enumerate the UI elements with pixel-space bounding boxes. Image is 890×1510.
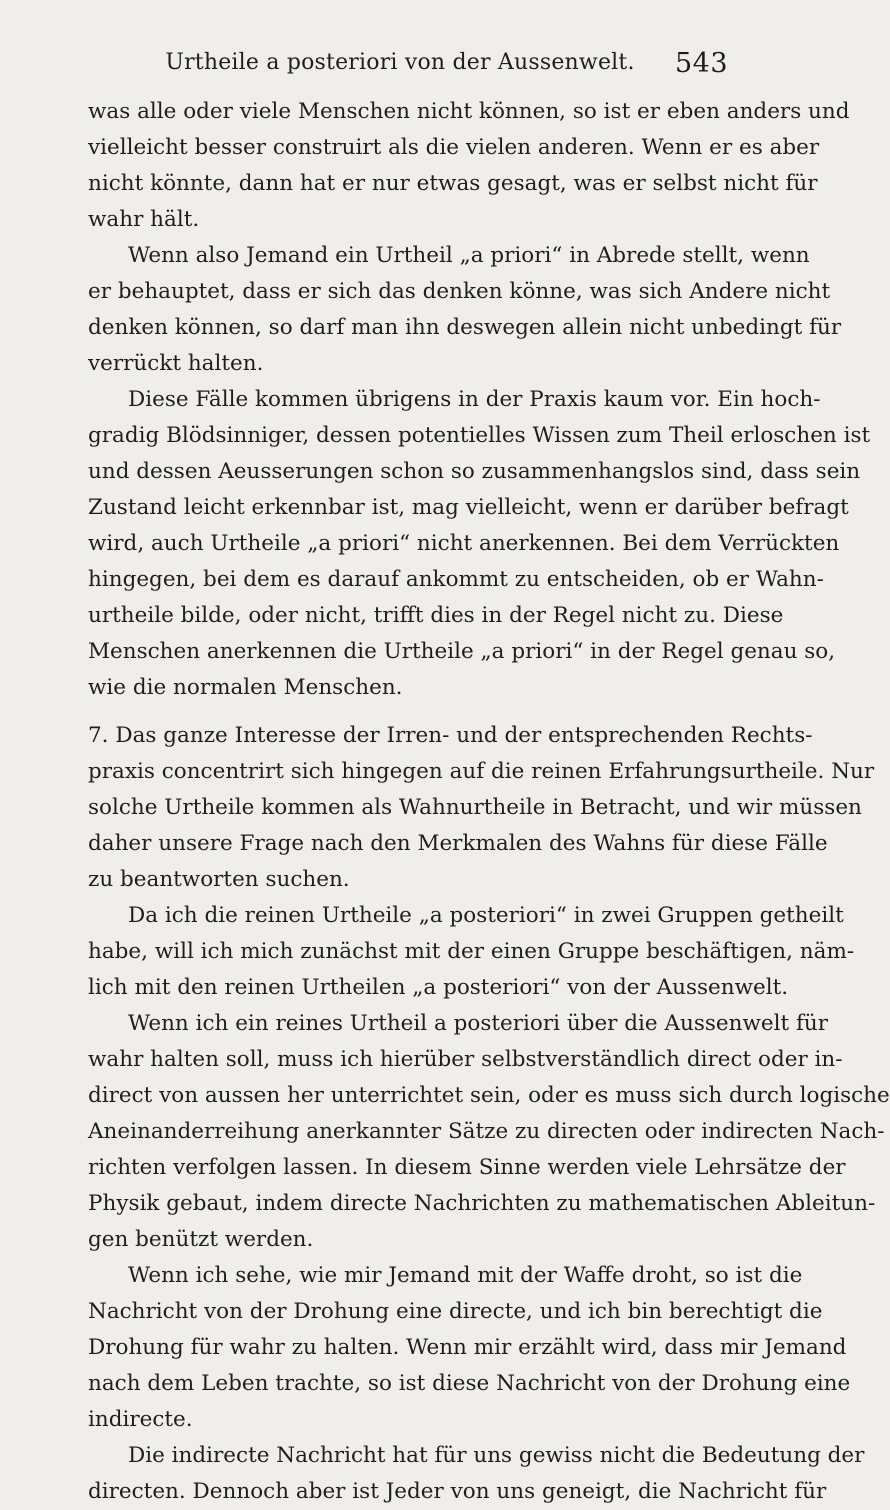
paragraph [88, 1006, 890, 1258]
text-line: wahr hält. [88, 207, 200, 232]
text-line: praxis concentrirt sich hingegen auf die reinen Erfahrungsurtheile. Nur [88, 759, 875, 784]
text-line: solche Urtheile kommen als Wahnurtheile in Betracht, und wir müssen [88, 795, 862, 820]
paragraph [88, 238, 842, 382]
paragraph [88, 382, 871, 706]
text-line: gen benützt werden. [88, 1227, 314, 1252]
paragraph [88, 1438, 865, 1510]
text-line: lich mit den reinen Urtheilen „a posteriori“ von der Aussenwelt. [88, 975, 789, 1000]
text-line: vielleicht besser construirt als die vielen anderen. Wenn er es aber [88, 135, 820, 160]
text-line: urtheile bilde, oder nicht, trifft dies in der Regel nicht zu. Diese [88, 603, 784, 628]
text-line: direct von aussen her unterrichtet sein, oder es muss sich durch logische [88, 1083, 890, 1108]
text-line: er behauptet, dass er sich das denken könne, was sich Andere nicht [88, 279, 831, 304]
text-line: Wenn also Jemand ein Urtheil „a priori“ in Abrede stellt, wenn [128, 243, 810, 268]
text-line: Nachricht von der Drohung eine directe, und ich bin berechtigt die [88, 1299, 823, 1324]
text-line: 7. Das ganze Interesse der Irren- und der entsprechenden Rechts- [88, 723, 813, 748]
text-line: Diese Fälle kommen übrigens in der Praxis kaum vor. Ein hoch- [128, 387, 821, 412]
text-line: Aneinanderreihung anerkannter Sätze zu directen oder indirecten Nach- [88, 1119, 885, 1144]
text-line: Menschen anerkennen die Urtheile „a priori“ in der Regel genau so, [88, 639, 836, 664]
running-head: Urtheile a posteriori von der Aussenwelt. [165, 50, 635, 75]
text-line: verrückt halten. [88, 351, 264, 376]
text-line: hingegen, bei dem es darauf ankommt zu entscheiden, ob er Wahn- [88, 567, 824, 592]
text-line: Da ich die reinen Urtheile „a posteriori“ in zwei Gruppen getheilt [128, 903, 844, 928]
text-line: zu beantworten suchen. [88, 867, 350, 892]
text-line: wird, auch Urtheile „a priori“ nicht anerkennen. Bei dem Verrückten [88, 531, 840, 556]
text-line: Physik gebaut, indem directe Nachrichten zu mathematischen Ableitun- [88, 1191, 876, 1216]
text-line: Wenn ich sehe, wie mir Jemand mit der Waffe droht, so ist die [128, 1263, 803, 1288]
body-text [88, 94, 890, 1510]
text-line: denken können, so darf man ihn deswegen allein nicht unbedingt für [88, 315, 842, 340]
text-line: was alle oder viele Menschen nicht können, so ist er eben anders und [88, 99, 850, 124]
paragraph [88, 898, 855, 1006]
text-line: richten verfolgen lassen. In diesem Sinne werden viele Lehrsätze der [88, 1155, 846, 1180]
paragraph [88, 718, 875, 898]
text-line: nicht könnte, dann hat er nur etwas gesagt, was er selbst nicht für [88, 171, 818, 196]
text-line: habe, will ich mich zunächst mit der einen Gruppe beschäftigen, näm- [88, 939, 855, 964]
text-line: wahr halten soll, muss ich hierüber selbstverständlich direct oder in- [88, 1047, 843, 1072]
text-line: wie die normalen Menschen. [88, 675, 403, 700]
text-line: Zustand leicht erkennbar ist, mag vielleicht, wenn er darüber befragt [88, 495, 849, 520]
text-line: Drohung für wahr zu halten. Wenn mir erzählt wird, dass mir Jemand [88, 1335, 847, 1360]
text-line: daher unsere Frage nach den Merkmalen des Wahns für diese Fälle [88, 831, 828, 856]
text-line: directen. Dennoch aber ist Jeder von uns geneigt, die Nachricht für [88, 1479, 827, 1504]
text-line: nach dem Leben trachte, so ist diese Nachricht von der Drohung eine [88, 1371, 851, 1396]
text-line: Die indirecte Nachricht hat für uns gewiss nicht die Bedeutung der [128, 1443, 865, 1468]
text-line: gradig Blödsinniger, dessen potentielles Wissen zum Theil erloschen ist [88, 423, 871, 448]
text-line: indirecte. [88, 1407, 193, 1432]
text-line: und dessen Aeusserungen schon so zusammenhangslos sind, dass sein [88, 459, 861, 484]
text-line: Wenn ich ein reines Urtheil a posteriori über die Aussenwelt für [128, 1011, 829, 1036]
page-number: 543 [675, 48, 729, 79]
paragraph [88, 1258, 851, 1438]
section-gap [88, 706, 760, 718]
paragraph [88, 94, 850, 238]
